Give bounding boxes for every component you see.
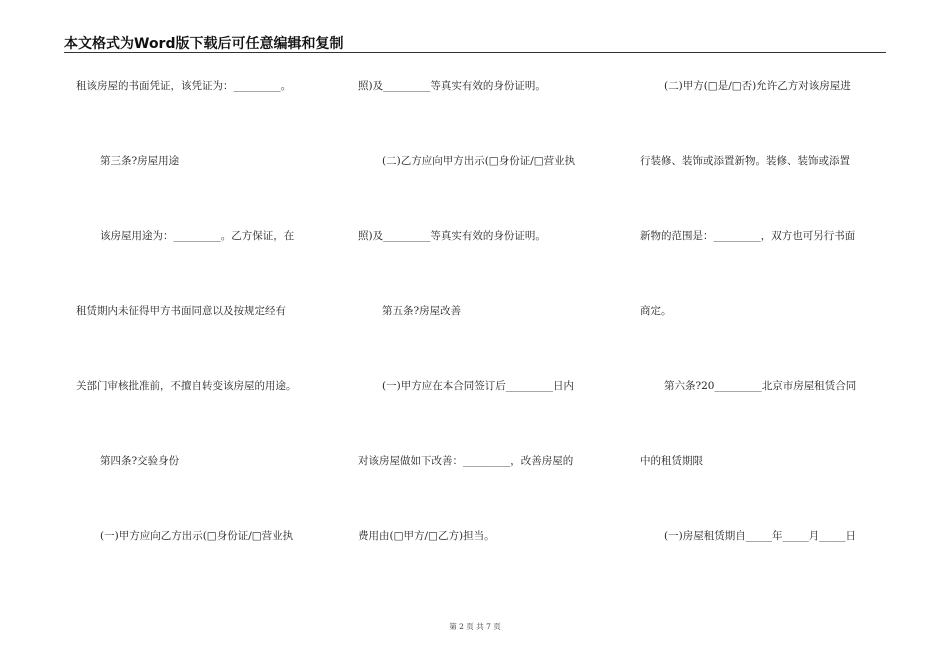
column-3-line-4: 商定。 (640, 305, 672, 317)
column-1-line-6: 第四条?交验身份 (100, 455, 180, 467)
column-3-line-5: 第六条?20_________北京市房屋租赁合同 (664, 380, 857, 392)
column-3-line-3: 新物的范围是：_________，双方也可另行书面 (640, 230, 856, 242)
column-1-line-2: 第三条?房屋用途 (100, 155, 180, 167)
column-1-line-7: (一)甲方应向乙方出示(□身份证/□营业执 (100, 530, 294, 542)
column-2-line-2: (二)乙方应向甲方出示(□身份证/□营业执 (382, 155, 576, 167)
column-1-line-5: 关部门审核批准前，不擅自转变该房屋的用途。 (76, 380, 297, 392)
column-1-line-1: 租该房屋的书面凭证，该凭证为：_________。 (76, 80, 292, 92)
column-2-line-4: 第五条?房屋改善 (382, 305, 462, 317)
column-3-line-6: 中的租赁期限 (640, 455, 703, 467)
column-1-line-4: 租赁期内未征得甲方书面同意以及按规定经有 (76, 305, 286, 317)
document-header-title: 本文格式为Word版下载后可任意编辑和复制 (64, 36, 344, 52)
column-3-line-2: 行装修、装饰或添置新物。装修、装饰或添置 (640, 155, 850, 167)
column-2-line-3: 照)及_________等真实有效的身份证明。 (358, 230, 546, 242)
page-number: 第 2 页 共 7 页 (449, 622, 501, 631)
column-2-line-1: 照)及_________等真实有效的身份证明。 (358, 80, 546, 92)
header-divider (64, 52, 886, 53)
column-2-line-5: (一)甲方应在本合同签订后_________日内 (382, 380, 574, 392)
column-2-line-7: 费用由(□甲方/□乙方)担当。 (358, 530, 495, 542)
column-2-line-6: 对该房屋做如下改善：_________，改善房屋的 (358, 455, 574, 467)
column-1-line-3: 该房屋用途为：_________。乙方保证，在 (100, 230, 295, 242)
column-3-line-1: (二)甲方(□是/□否)允许乙方对该房屋进 (664, 80, 851, 92)
column-3-line-7: (一)房屋租赁期自_____年_____月_____日 (664, 530, 856, 542)
